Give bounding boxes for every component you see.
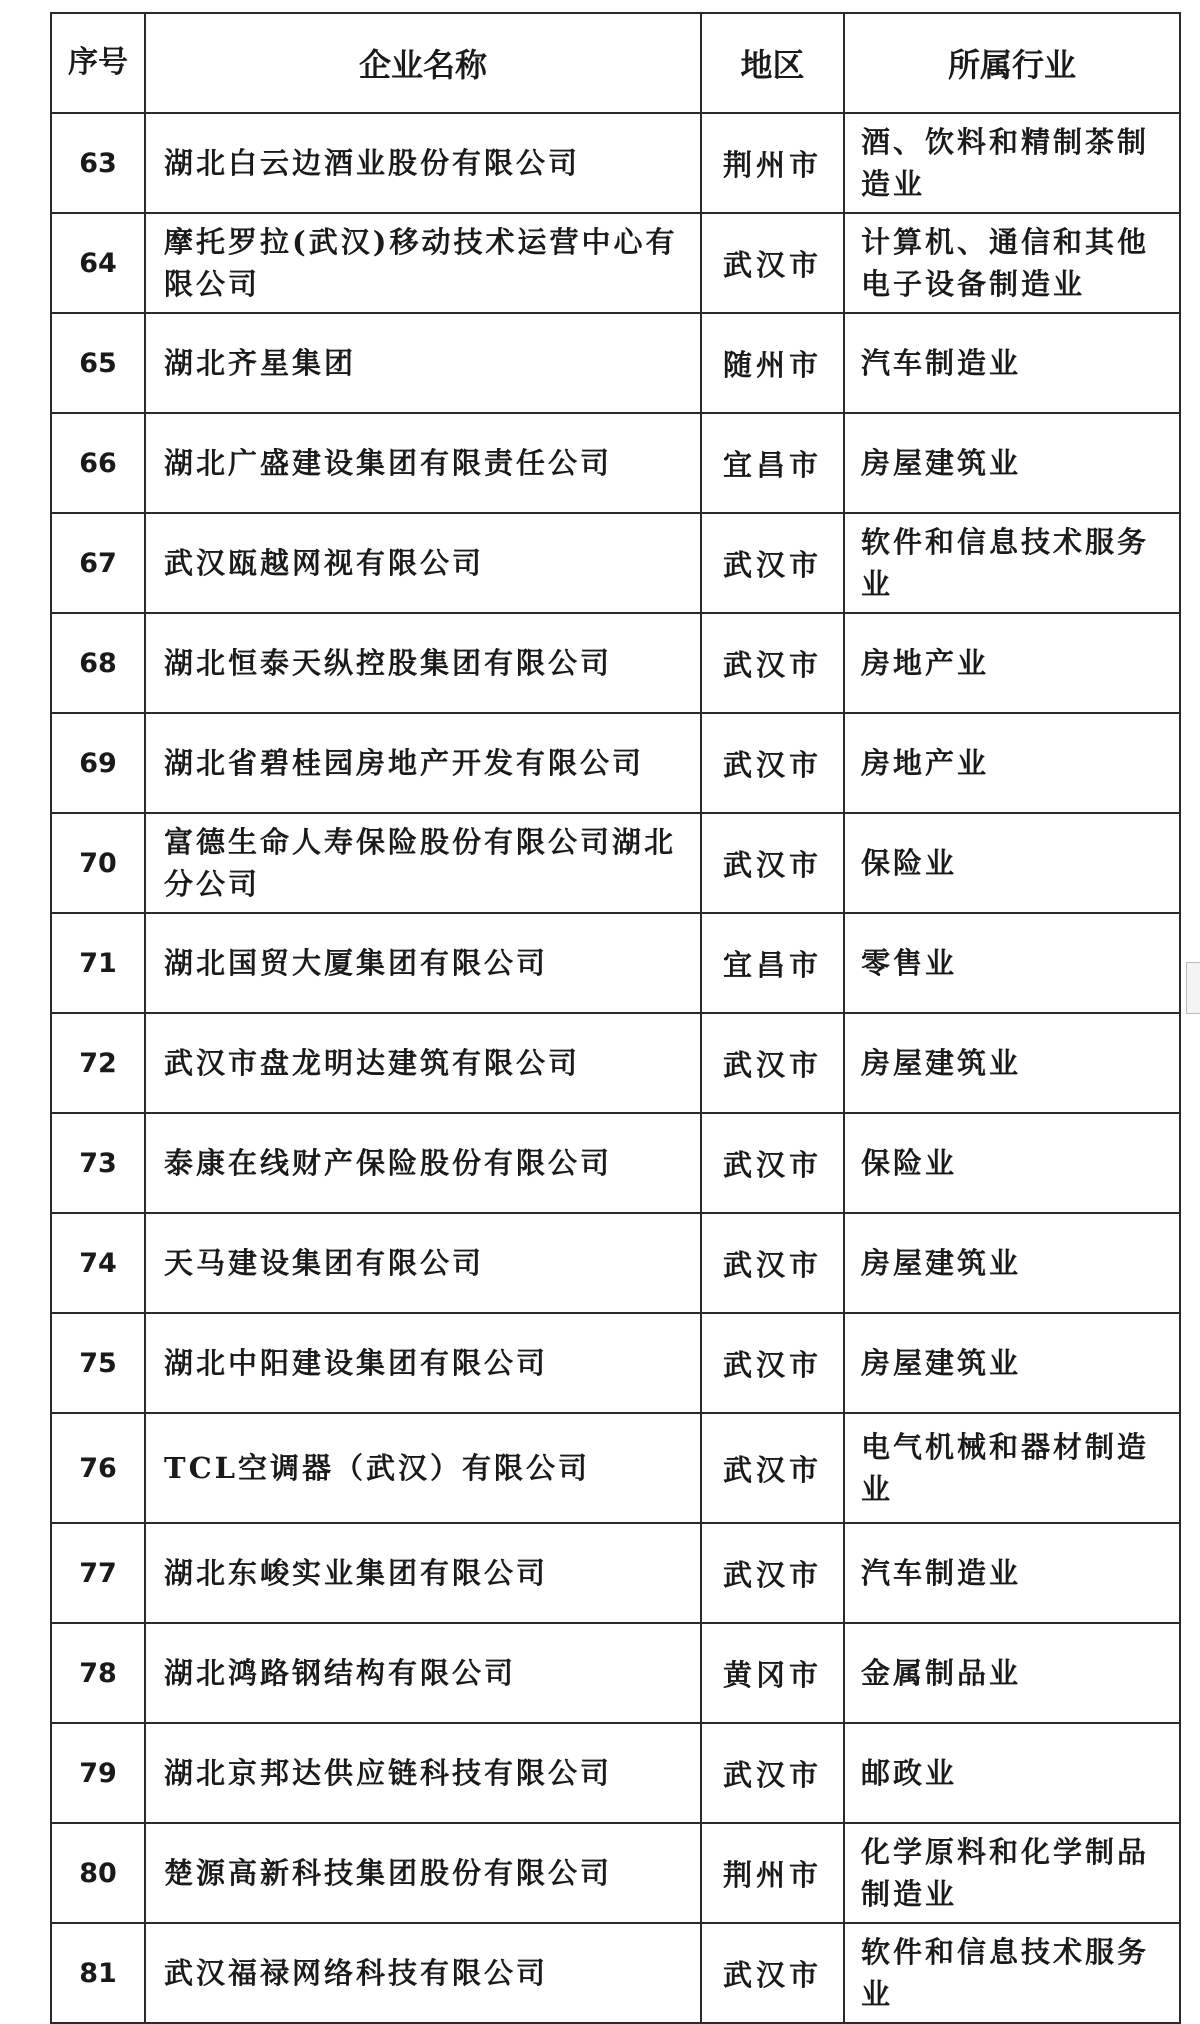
cell-industry: 房地产业 bbox=[844, 713, 1180, 813]
cell-industry: 邮政业 bbox=[844, 1723, 1180, 1823]
cell-no: 72 bbox=[51, 1013, 145, 1113]
cell-industry: 电气机械和器材制造业 bbox=[844, 1413, 1180, 1523]
table-row bbox=[51, 1523, 1180, 1623]
cell-no: 63 bbox=[51, 113, 145, 213]
cell-industry: 房屋建筑业 bbox=[844, 1013, 1180, 1113]
cell-region: 武汉市 bbox=[701, 813, 844, 913]
cell-no: 65 bbox=[51, 313, 145, 413]
cell-industry: 软件和信息技术服务业 bbox=[844, 1923, 1180, 2023]
cell-name: 湖北恒泰天纵控股集团有限公司 bbox=[145, 613, 701, 713]
table-row bbox=[51, 513, 1180, 613]
cell-industry: 汽车制造业 bbox=[844, 313, 1180, 413]
cell-no: 73 bbox=[51, 1113, 145, 1213]
cell-no: 74 bbox=[51, 1213, 145, 1313]
cell-industry: 房屋建筑业 bbox=[844, 1213, 1180, 1313]
header-region: 地区 bbox=[701, 13, 844, 113]
cell-region: 武汉市 bbox=[701, 1213, 844, 1313]
table-row bbox=[51, 613, 1180, 713]
cell-industry: 保险业 bbox=[844, 813, 1180, 913]
header-name: 企业名称 bbox=[145, 13, 701, 113]
cell-region: 宜昌市 bbox=[701, 913, 844, 1013]
table-row bbox=[51, 813, 1180, 913]
header-no: 序号 bbox=[51, 13, 145, 113]
table-row bbox=[51, 413, 1180, 513]
table-row bbox=[51, 1823, 1180, 1923]
cell-name: 摩托罗拉(武汉)移动技术运营中心有限公司 bbox=[145, 213, 701, 313]
cell-industry: 零售业 bbox=[844, 913, 1180, 1013]
cell-region: 荆州市 bbox=[701, 113, 844, 213]
cell-region: 武汉市 bbox=[701, 1723, 844, 1823]
cell-industry: 金属制品业 bbox=[844, 1623, 1180, 1723]
cell-no: 64 bbox=[51, 213, 145, 313]
table-row bbox=[51, 1213, 1180, 1313]
cell-region: 黄冈市 bbox=[701, 1623, 844, 1723]
cell-industry: 计算机、通信和其他电子设备制造业 bbox=[844, 213, 1180, 313]
cell-name: 湖北东峻实业集团有限公司 bbox=[145, 1523, 701, 1623]
cell-no: 71 bbox=[51, 913, 145, 1013]
table-row bbox=[51, 913, 1180, 1013]
cell-region: 随州市 bbox=[701, 313, 844, 413]
cell-no: 79 bbox=[51, 1723, 145, 1823]
table-row bbox=[51, 1723, 1180, 1823]
cell-name: 武汉福禄网络科技有限公司 bbox=[145, 1923, 701, 2023]
cell-name: TCL空调器（武汉）有限公司 bbox=[145, 1413, 701, 1523]
cell-no: 67 bbox=[51, 513, 145, 613]
cell-name: 湖北鸿路钢结构有限公司 bbox=[145, 1623, 701, 1723]
cell-no: 81 bbox=[51, 1923, 145, 2023]
cell-no: 75 bbox=[51, 1313, 145, 1413]
cell-region: 武汉市 bbox=[701, 1413, 844, 1523]
cell-name: 湖北中阳建设集团有限公司 bbox=[145, 1313, 701, 1413]
cell-no: 68 bbox=[51, 613, 145, 713]
cell-industry: 房屋建筑业 bbox=[844, 413, 1180, 513]
cell-industry: 房地产业 bbox=[844, 613, 1180, 713]
cell-region: 荆州市 bbox=[701, 1823, 844, 1923]
cell-region: 武汉市 bbox=[701, 713, 844, 813]
table-row bbox=[51, 313, 1180, 413]
cell-industry: 汽车制造业 bbox=[844, 1523, 1180, 1623]
cell-no: 66 bbox=[51, 413, 145, 513]
table-row bbox=[51, 1313, 1180, 1413]
table-row bbox=[51, 1413, 1180, 1523]
cell-name: 天马建设集团有限公司 bbox=[145, 1213, 701, 1313]
cell-region: 武汉市 bbox=[701, 1523, 844, 1623]
page-edge-tab bbox=[1186, 962, 1200, 1014]
table-row bbox=[51, 1923, 1180, 2023]
cell-region: 武汉市 bbox=[701, 1013, 844, 1113]
cell-name: 楚源高新科技集团股份有限公司 bbox=[145, 1823, 701, 1923]
cell-industry: 软件和信息技术服务业 bbox=[844, 513, 1180, 613]
cell-no: 76 bbox=[51, 1413, 145, 1523]
table-row bbox=[51, 713, 1180, 813]
cell-no: 70 bbox=[51, 813, 145, 913]
cell-no: 69 bbox=[51, 713, 145, 813]
cell-region: 武汉市 bbox=[701, 1113, 844, 1213]
cell-name: 湖北白云边酒业股份有限公司 bbox=[145, 113, 701, 213]
cell-name: 武汉瓯越网视有限公司 bbox=[145, 513, 701, 613]
header-row bbox=[51, 13, 1180, 113]
cell-name: 湖北齐星集团 bbox=[145, 313, 701, 413]
cell-name: 武汉市盘龙明达建筑有限公司 bbox=[145, 1013, 701, 1113]
cell-region: 武汉市 bbox=[701, 1313, 844, 1413]
table-row bbox=[51, 1013, 1180, 1113]
enterprise-table bbox=[50, 12, 1181, 2024]
cell-name: 泰康在线财产保险股份有限公司 bbox=[145, 1113, 701, 1213]
table-row bbox=[51, 213, 1180, 313]
cell-no: 78 bbox=[51, 1623, 145, 1723]
cell-industry: 房屋建筑业 bbox=[844, 1313, 1180, 1413]
cell-region: 武汉市 bbox=[701, 613, 844, 713]
cell-region: 武汉市 bbox=[701, 1923, 844, 2023]
cell-name: 湖北省碧桂园房地产开发有限公司 bbox=[145, 713, 701, 813]
cell-industry: 化学原料和化学制品制造业 bbox=[844, 1823, 1180, 1923]
cell-name: 富德生命人寿保险股份有限公司湖北分公司 bbox=[145, 813, 701, 913]
table-row bbox=[51, 113, 1180, 213]
cell-name: 湖北国贸大厦集团有限公司 bbox=[145, 913, 701, 1013]
cell-region: 武汉市 bbox=[701, 513, 844, 613]
cell-no: 80 bbox=[51, 1823, 145, 1923]
cell-industry: 保险业 bbox=[844, 1113, 1180, 1213]
table-row bbox=[51, 1113, 1180, 1213]
header-industry: 所属行业 bbox=[844, 13, 1180, 113]
cell-name: 湖北广盛建设集团有限责任公司 bbox=[145, 413, 701, 513]
table-row bbox=[51, 1623, 1180, 1723]
cell-no: 77 bbox=[51, 1523, 145, 1623]
cell-region: 武汉市 bbox=[701, 213, 844, 313]
cell-industry: 酒、饮料和精制茶制造业 bbox=[844, 113, 1180, 213]
cell-name: 湖北京邦达供应链科技有限公司 bbox=[145, 1723, 701, 1823]
cell-region: 宜昌市 bbox=[701, 413, 844, 513]
